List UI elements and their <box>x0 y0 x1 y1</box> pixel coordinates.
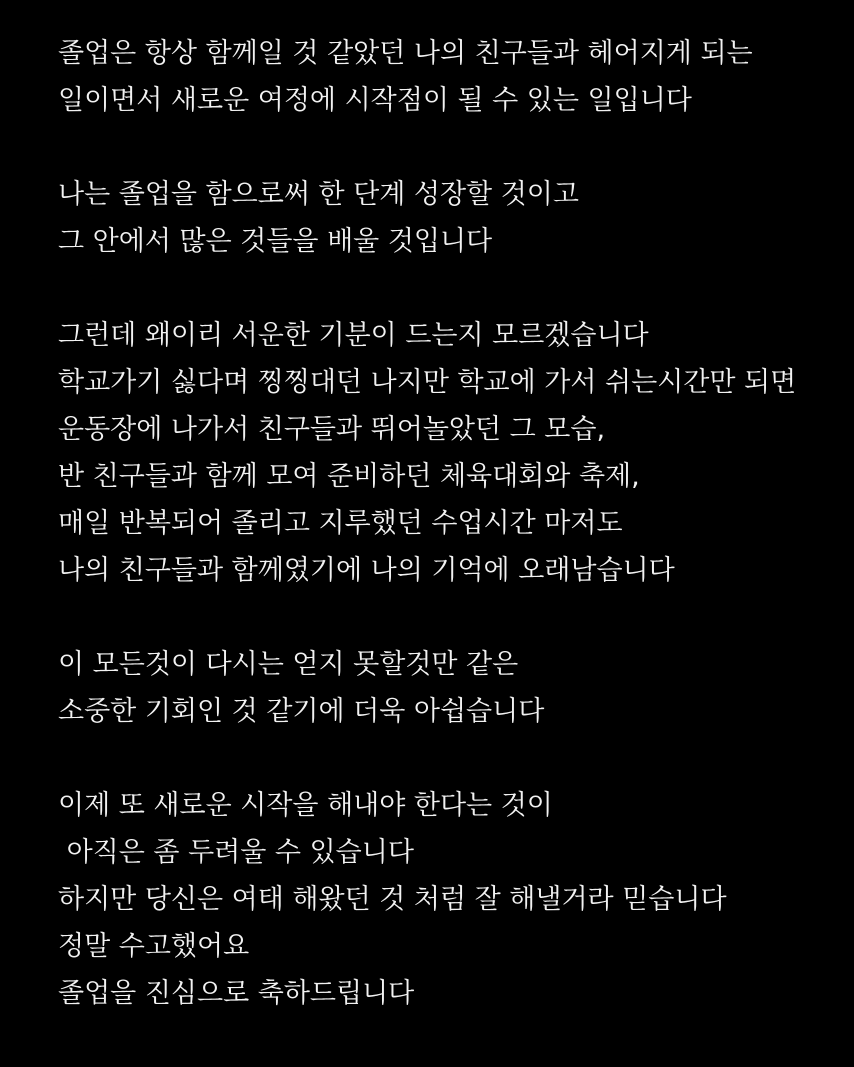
text-line: 졸업은 항상 함께일 것 같았던 나의 친구들과 헤어지게 되는 <box>58 38 753 69</box>
text-line: 소중한 기회인 것 같기에 더욱 아쉽습니다 <box>58 696 545 727</box>
text-line: 아직은 좀 두려울 수 있습니다 <box>58 837 414 868</box>
text-line: 학교가기 싫다며 찡찡대던 나지만 학교에 가서 쉬는시간만 되면 <box>58 367 797 398</box>
paragraph-2 <box>58 171 848 265</box>
text-line: 이제 또 새로운 시작을 해내야 한다는 것이 <box>58 790 553 821</box>
paragraph-3 <box>58 312 848 594</box>
text-line: 그 안에서 많은 것들을 배울 것입니다 <box>58 226 493 257</box>
text-line: 반 친구들과 함께 모여 준비하던 체육대회와 축제, <box>58 461 640 492</box>
text-line: 하지만 당신은 여태 해왔던 것 처럼 잘 해낼거라 믿습니다 <box>58 884 727 915</box>
text-line: 나는 졸업을 함으로써 한 단계 성장할 것이고 <box>58 179 579 210</box>
letter-body <box>58 30 848 1017</box>
text-line: 정말 수고했어요 <box>58 931 250 962</box>
text-line: 이 모든것이 다시는 얻지 못할것만 같은 <box>58 649 519 680</box>
text-line: 매일 반복되어 졸리고 지루했던 수업시간 마저도 <box>58 508 623 539</box>
text-line: 나의 친구들과 함께였기에 나의 기억에 오래남습니다 <box>58 555 675 586</box>
paragraph-5 <box>58 782 848 1017</box>
text-line: 일이면서 새로운 여정에 시작점이 될 수 있는 일입니다 <box>58 85 692 116</box>
text-line: 운동장에 나가서 친구들과 뛰어놀았던 그 모습, <box>58 414 606 445</box>
text-line: 졸업을 진심으로 축하드립니다 <box>58 978 415 1009</box>
text-line: 그런데 왜이리 서운한 기분이 드는지 모르겠습니다 <box>58 320 649 351</box>
paragraph-4 <box>58 641 848 735</box>
paragraph-1 <box>58 30 848 124</box>
